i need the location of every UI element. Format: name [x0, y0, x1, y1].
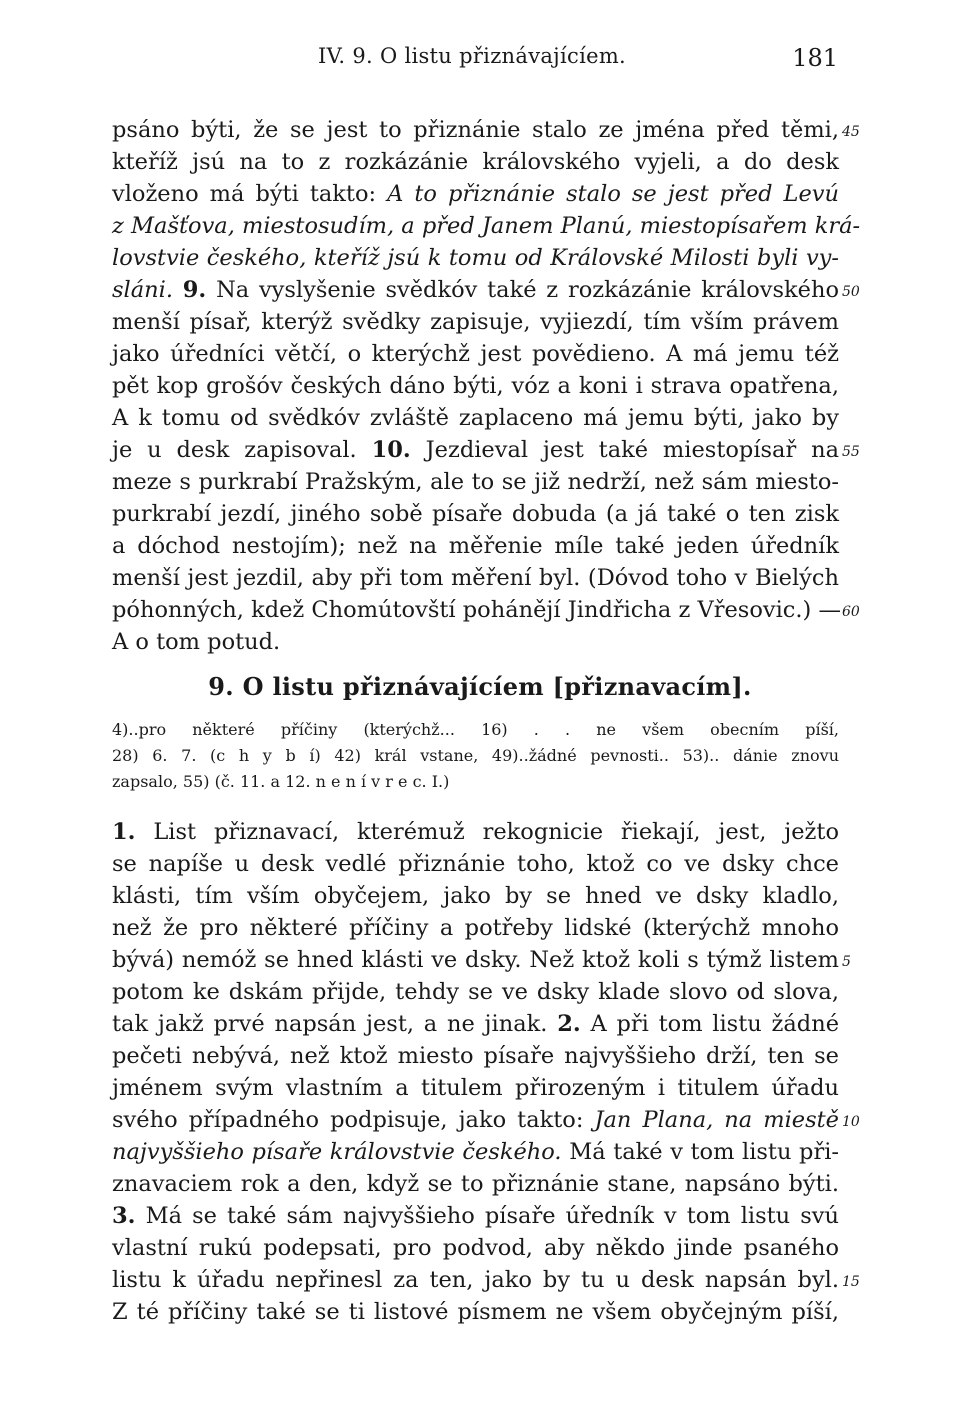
line-text: pečeti nebývá, než ktož miesto písaře najvyššieho drží, ten se	[112, 1043, 839, 1069]
page-header	[0, 44, 960, 78]
italic-signature: najvyššieho písaře královstvie českého.	[112, 1139, 562, 1165]
section-number: 9.	[208, 672, 234, 701]
section-title-text: O listu přiznávajícíem [přiznavacím].	[242, 672, 752, 701]
line-text: meze s purkrabí Pražským, ale to se již nedrží, než sám miesto-	[112, 469, 839, 495]
line-text: menší jest jezdil, aby při tom měření byl. (Dóvod toho v Bielých	[112, 565, 839, 591]
text-line	[112, 114, 839, 146]
line-number: 45	[842, 124, 860, 140]
text-line	[112, 1072, 839, 1104]
apparatus-text: 28) 6. 7. (c h y b í) 42) král vstane, 49)..žádné pevnosti.. 53).. dánie znovu	[112, 746, 839, 765]
section-title	[0, 672, 960, 701]
italic-line: z Mašťova, miestosudím, a před Janem Planú, miestopísařem krá-	[112, 213, 861, 239]
line-text: je u desk zapisoval.	[112, 437, 357, 463]
line-text: Má také v tom listu při-	[569, 1139, 840, 1165]
line-text: potom ke dskám přijde, tehdy se ve dsky klade slovo od slova,	[112, 979, 839, 1005]
text-line	[112, 1104, 839, 1136]
text-line	[112, 306, 839, 338]
text-line	[112, 498, 839, 530]
apparatus-line	[112, 744, 839, 768]
line-text: bývá) nemóž se hned klásti ve dsky. Než ktož koli s týmž listem	[112, 947, 839, 973]
line-text: purkrabí jezdí, jiného sobě písaře dobuda (a já také o ten zisk	[112, 501, 839, 527]
line-number: 50	[842, 284, 860, 300]
paragraph-number: 3.	[112, 1203, 136, 1229]
line-text: psáno býti, že se jest to přiznánie stalo ze jména před těmi,	[112, 117, 839, 143]
text-line	[112, 1264, 839, 1296]
text-line	[112, 530, 839, 562]
italic-line: lovstvie českého, kteříž jsú k tomu od Královské Milosti byli vy-	[112, 245, 839, 271]
text-line	[112, 466, 839, 498]
text-line	[112, 626, 839, 658]
text-line	[112, 594, 839, 626]
paragraph-number: 10.	[371, 437, 411, 463]
apparatus-text: 16) . . ne všem obecním píší,	[481, 720, 839, 739]
line-text: svého případného podpisuje, jako takto:	[112, 1107, 584, 1133]
line-text: znavaciem rok a den, když se to přiznánie stane, napsáno býti.	[112, 1171, 839, 1197]
apparatus-line	[112, 770, 839, 794]
line-number: 55	[842, 444, 860, 460]
apparatus-text: 4)..pro některé příčiny (kterýchž...	[112, 720, 455, 739]
line-number: 5	[842, 954, 851, 970]
line-text: vloženo má býti takto:	[112, 181, 377, 207]
text-line	[112, 1200, 839, 1232]
paragraph-number: 2.	[557, 1011, 581, 1037]
text-line	[112, 242, 839, 274]
line-text: jménem svým vlastním a titulem přirozeným i titulem úřadu	[112, 1075, 839, 1101]
text-line	[112, 1296, 839, 1328]
paragraph-number: 9.	[182, 277, 207, 303]
running-head: IV. 9. O listu přiznávajícíem.	[318, 44, 627, 68]
text-line	[112, 1168, 839, 1200]
text-line	[112, 1008, 839, 1040]
text-line	[112, 944, 839, 976]
page-number: 181	[792, 44, 838, 72]
line-text: listu k úřadu nepřinesl za ten, jako by tu u desk napsán byl.	[112, 1267, 839, 1293]
line-text: Jezdieval jest také miestopísař na	[425, 437, 840, 463]
text-line	[112, 880, 839, 912]
text-line	[112, 1040, 839, 1072]
line-text: než že pro některé příčiny a potřeby lidské (kterýchž mnoho	[112, 915, 839, 941]
text-line	[112, 338, 839, 370]
line-text: tak jakž prvé napsán jest, a ne jinak.	[112, 1011, 548, 1037]
line-text: Má se také sám najvyššieho písaře úředník v tom listu svú	[145, 1203, 839, 1229]
line-text: jako úředníci větčí, o kterýchž jest povědieno. A má jemu též	[112, 341, 839, 367]
line-text: kteříž jsú na to z rozkázánie královského vyjeli, a do desk	[112, 149, 839, 175]
text-line	[112, 976, 839, 1008]
line-text: menší písař, kterýž svědky zapisuje, vyjiezdí, tím vším právem	[112, 309, 839, 335]
text-line	[112, 434, 839, 466]
italic-signature: Jan Plana, na miestě	[594, 1107, 839, 1133]
text-line	[112, 370, 839, 402]
italic-formula: A to přiznánie stalo se jest před Levú	[387, 181, 840, 207]
apparatus-text: zapsalo, 55) (č. 11. a 12. n e n í v r e c. I.)	[112, 772, 450, 791]
text-line	[112, 274, 839, 306]
line-text: se napíše u desk vedlé přiznánie toho, ktož co ve dsky chce	[112, 851, 839, 877]
text-line	[112, 210, 861, 242]
line-text: vlastní rukú podepsati, pro podvod, aby někdo jinde psaného	[112, 1235, 839, 1261]
apparatus-line	[112, 718, 839, 742]
text-line	[112, 1232, 839, 1264]
line-text: Na vyslyšenie svědkóv také z rozkázánie královského	[216, 277, 839, 303]
line-text: A při tom listu žádné	[590, 1011, 840, 1037]
text-line	[112, 402, 839, 434]
text-line	[112, 912, 839, 944]
text-line	[112, 178, 839, 210]
line-text: Z té příčiny také se ti listové písmem ne všem obyčejným píší,	[112, 1299, 839, 1325]
line-text: A k tomu od svědkóv zvláště zaplaceno má jemu býti, jako by	[112, 405, 839, 431]
italic-line: sláni.	[112, 277, 173, 303]
line-text: pět kop grošóv českých dáno býti, vóz a koni i strava opatřena,	[112, 373, 839, 399]
line-text: klásti, tím vším obyčejem, jako by se hned ve dsky kladlo,	[112, 883, 839, 909]
text-line	[112, 816, 839, 848]
text-line	[112, 146, 839, 178]
line-text: List přiznavací, kterémuž rekognicie řiekají, jest, ježto	[153, 819, 839, 845]
text-line	[112, 848, 839, 880]
line-text: póhonných, kdež Chomútovští pohánějí Jindřicha z Vřesovic.) —	[112, 597, 841, 623]
line-number: 15	[842, 1274, 860, 1290]
line-text: a dóchod nestojím); než na měřenie míle také jeden úředník	[112, 533, 839, 559]
text-line	[112, 1136, 839, 1168]
line-text: A o tom potud.	[112, 629, 281, 655]
paragraph-number: 1.	[112, 819, 136, 845]
line-number: 10	[842, 1114, 860, 1130]
text-line	[112, 562, 839, 594]
line-number: 60	[842, 604, 860, 620]
